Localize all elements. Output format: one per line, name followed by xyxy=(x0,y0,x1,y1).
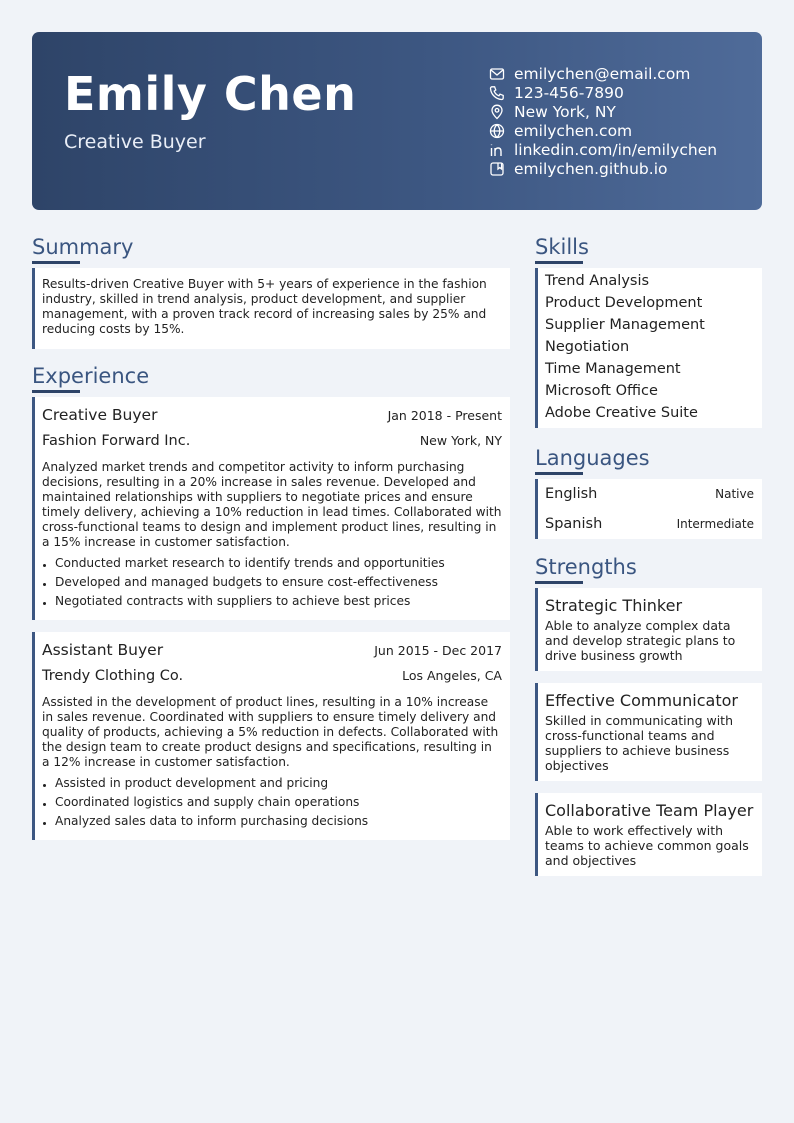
portfolio-icon xyxy=(489,161,505,177)
candidate-title: Creative Buyer xyxy=(64,131,206,153)
linkedin-icon xyxy=(489,142,505,158)
job-role: Creative Buyer xyxy=(42,406,158,424)
language-name: Spanish xyxy=(545,516,603,532)
skill-item: Product Development xyxy=(545,295,703,311)
strength-title: Effective Communicator xyxy=(545,691,738,710)
strength-card xyxy=(535,793,762,876)
experience-entry xyxy=(32,632,510,840)
contact-linkedin[interactable] xyxy=(489,140,717,159)
experience-heading-rule xyxy=(32,390,80,393)
languages-heading: Languages xyxy=(535,446,650,470)
job-description: Assisted in the development of product lines, resulting in a 10% increase in sales revenue. Coordinated with suppliers to ensure timely delivery and quality of products, achieving a 5% reduction in defects. Collaborated with the design team to create product designs and specifications, resulting in a 12% increase in customer satisfaction. xyxy=(42,695,499,769)
summary-section xyxy=(32,234,510,349)
job-dates: Jan 2018 - Present xyxy=(387,408,502,423)
skill-item: Adobe Creative Suite xyxy=(545,405,698,421)
skills-card xyxy=(535,268,762,428)
job-description: Analyzed market trends and competitor activity to inform purchasing decisions, resulting in a 20% increase in sales revenue. Developed and maintained relationships with suppliers to negotiate prices and ensure timely delivery, achieving a 10% reduction in lead times. Collaborated with cross-functional teams to design and implement product lines, resulting in a 15% increase in customer satisfaction. xyxy=(42,460,502,549)
language-level: Native xyxy=(715,487,754,501)
globe-icon xyxy=(489,123,505,139)
skills-heading: Skills xyxy=(535,235,589,259)
job-bullet: Coordinated logistics and supply chain operations xyxy=(42,793,502,812)
contact-list xyxy=(489,64,717,178)
skills-section xyxy=(535,234,762,428)
contact-location xyxy=(489,102,717,121)
experience-heading: Experience xyxy=(32,364,150,388)
mail-icon xyxy=(489,66,505,82)
contact-phone-text: 123-456-7890 xyxy=(514,83,624,102)
summary-text: Results-driven Creative Buyer with 5+ years of experience in the fashion industry, skilled in trend analysis, product development, and supplier management, with a proven track record of increasing sales by 25% and reducing costs by 15%. xyxy=(42,277,487,336)
skill-item: Time Management xyxy=(545,361,681,377)
experience-entry xyxy=(32,397,510,620)
job-location: Los Angeles, CA xyxy=(402,668,502,683)
languages-heading-rule xyxy=(535,472,583,475)
job-company: Fashion Forward Inc. xyxy=(42,433,191,449)
job-bullet-list xyxy=(42,554,502,611)
contact-linkedin-text: linkedin.com/in/emilychen xyxy=(514,140,718,159)
job-dates: Jun 2015 - Dec 2017 xyxy=(374,643,502,658)
language-name: English xyxy=(545,486,598,502)
contact-email-text: emilychen@email.com xyxy=(514,64,691,83)
job-bullet: Conducted market research to identify trends and opportunities xyxy=(42,554,502,573)
job-company: Trendy Clothing Co. xyxy=(42,668,184,684)
contact-website-text: emilychen.com xyxy=(514,121,633,140)
job-bullet: Analyzed sales data to inform purchasing decisions xyxy=(42,812,502,831)
job-bullet: Assisted in product development and pricing xyxy=(42,774,502,793)
strengths-heading: Strengths xyxy=(535,555,637,579)
skill-item: Supplier Management xyxy=(545,317,705,333)
strength-card xyxy=(535,588,762,671)
job-bullet: Negotiated contracts with suppliers to achieve best prices xyxy=(42,592,502,611)
phone-icon xyxy=(489,85,505,101)
contact-phone[interactable] xyxy=(489,83,717,102)
language-row xyxy=(545,479,754,509)
summary-heading-rule xyxy=(32,261,80,264)
skill-item: Microsoft Office xyxy=(545,383,658,399)
language-level: Intermediate xyxy=(676,517,754,531)
contact-portfolio[interactable] xyxy=(489,159,717,178)
strength-title: Collaborative Team Player xyxy=(545,801,754,820)
languages-section xyxy=(535,445,762,539)
job-role: Assistant Buyer xyxy=(42,641,164,659)
strength-card xyxy=(535,683,762,781)
summary-card xyxy=(32,268,510,349)
job-bullet-list xyxy=(42,774,502,831)
skill-item: Trend Analysis xyxy=(545,273,650,289)
skills-heading-rule xyxy=(535,261,583,264)
experience-section xyxy=(32,363,510,840)
location-pin-icon xyxy=(489,104,505,120)
contact-location-text: New York, NY xyxy=(514,102,616,121)
contact-website[interactable] xyxy=(489,121,717,140)
strengths-heading-rule xyxy=(535,581,583,584)
candidate-name: Emily Chen xyxy=(64,67,357,121)
job-bullet: Developed and managed budgets to ensure cost-effectiveness xyxy=(42,573,502,592)
job-location: New York, NY xyxy=(419,433,502,448)
summary-heading: Summary xyxy=(32,235,134,259)
language-row xyxy=(545,509,754,539)
strength-description: Able to work effectively with teams to achieve common goals and objectives xyxy=(545,823,749,868)
languages-card xyxy=(535,479,762,539)
strength-description: Able to analyze complex data and develop strategic plans to drive business growth xyxy=(545,618,736,663)
contact-portfolio-text: emilychen.github.io xyxy=(514,159,668,178)
resume-header xyxy=(32,32,762,210)
contact-email[interactable] xyxy=(489,64,717,83)
skill-item: Negotiation xyxy=(545,339,630,355)
strengths-section xyxy=(535,554,762,876)
strength-description: Skilled in communicating with cross-functional teams and suppliers to achieve business objectives xyxy=(545,713,734,773)
strength-title: Strategic Thinker xyxy=(545,596,683,615)
